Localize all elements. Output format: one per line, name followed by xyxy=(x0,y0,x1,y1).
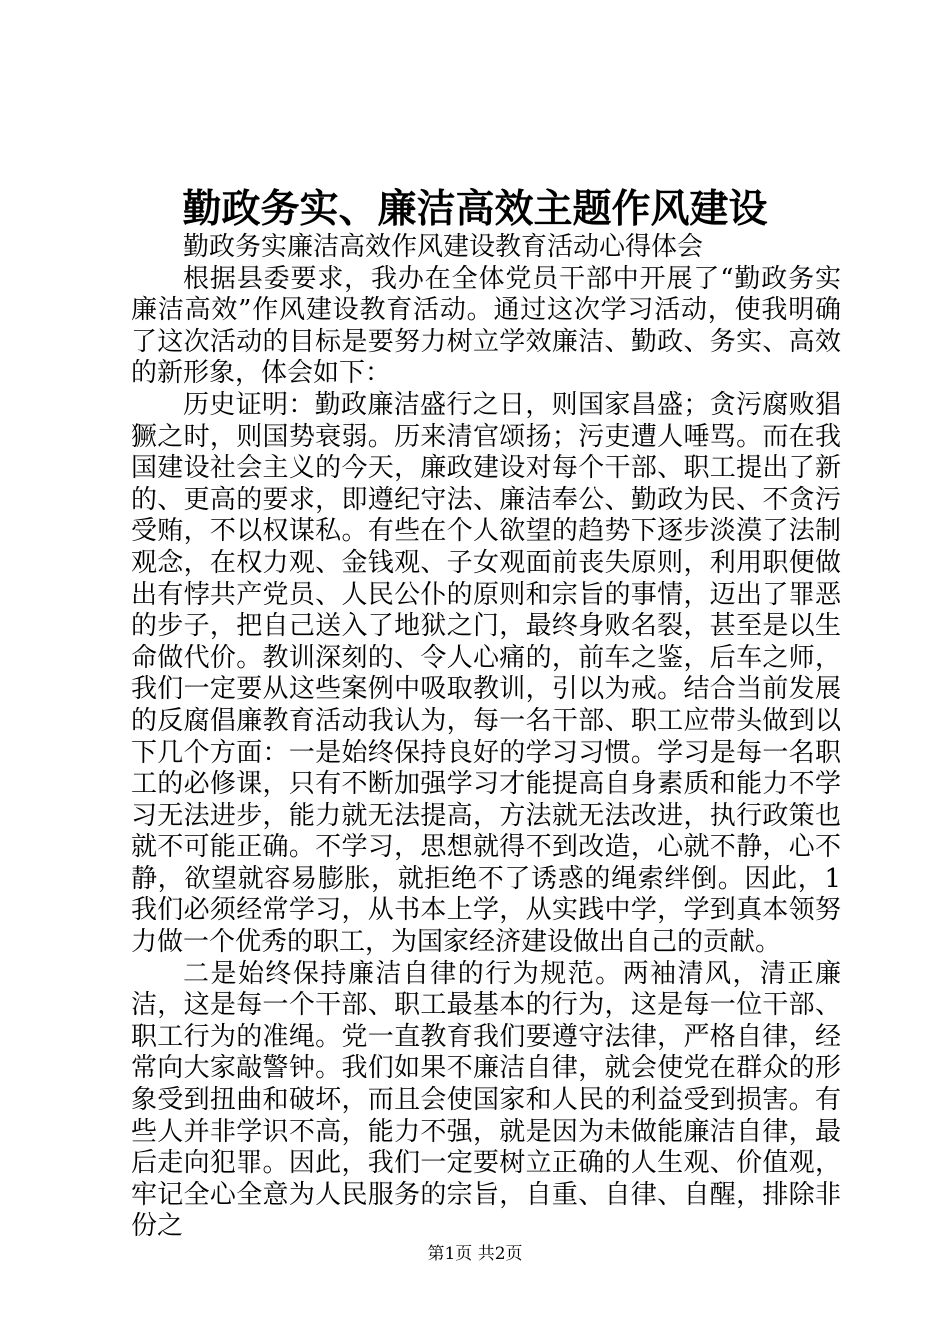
document-body xyxy=(131,232,841,1243)
document-subtitle: 勤政务实廉洁高效作风建设教育活动心得体会 xyxy=(183,232,704,262)
page-footer: 第1页 共2页 xyxy=(427,1244,523,1264)
document-title: 勤政务实、廉洁高效主题作风建设 xyxy=(182,186,768,232)
paragraph-intro: 根据县委要求，我办在全体党员干部中开展了“勤政务实廉洁高效”作风建设教育活动。通过这次学习活动，使我明确了这次活动的目标是要努力树立学效廉洁、勤政、务实、高效的新形象，体会如下： xyxy=(131,263,841,389)
paragraph-self-discipline: 二是始终保持廉洁自律的行为规范。两袖清风，清正廉洁，这是每一个干部、职工最基本的行为，这是每一位干部、职工行为的准绳。党一直教育我们要遵守法律，严格自律，经常向大家敲警钟。我们如果不廉洁自律，就会使党在群众的形象受到扭曲和破坏，而且会使国家和人民的利益受到损害。有些人并非学识不高，能力不强，就是因为未做能廉洁自律，最后走向犯罪。因此，我们一定要树立正确的人生观、价值观，牢记全心全意为人民服务的宗旨，自重、自律、自醒，排除非份之 xyxy=(131,958,841,1242)
paragraph-history: 历史证明：勤政廉洁盛行之日，则国家昌盛；贪污腐败猖獗之时，则国势衰弱。历来清官颂扬；污吏遭人唾骂。而在我国建设社会主义的今天，廉政建设对每个干部、职工提出了新的、更高的要求，即遵纪守法、廉洁奉公、勤政为民、不贪污受贿，不以权谋私。有些在个人欲望的趋势下逐步淡漠了法制观念，在权力观、金钱观、子女观面前丧失原则，利用职便做出有悖共产党员、人民公仆的原则和宗旨的事情，迈出了罪恶的步子，把自己送入了地狱之门，最终身败名裂，甚至是以生命做代价。教训深刻的、令人心痛的，前车之鉴，后车之师，我们一定要从这些案例中吸取教训，引以为戒。结合当前发展的反腐倡廉教育活动我认为，每一名干部、职工应带头做到以下几个方面：一是始终保持良好的学习习惯。学习是每一名职工的必修课，只有不断加强学习才能提高自身素质和能力不学习无法进步，能力就无法提高，方法就无法改进，执行政策也就不可能正确。不学习，思想就得不到改造，心就不静，心不静，欲望就容易膨胀，就拒绝不了诱惑的绳索绊倒。因此，1我们必须经常学习，从书本上学，从实践中学，学到真本领努力做一个优秀的职工，为国家经济建设做出自己的贡献。 xyxy=(131,389,841,958)
